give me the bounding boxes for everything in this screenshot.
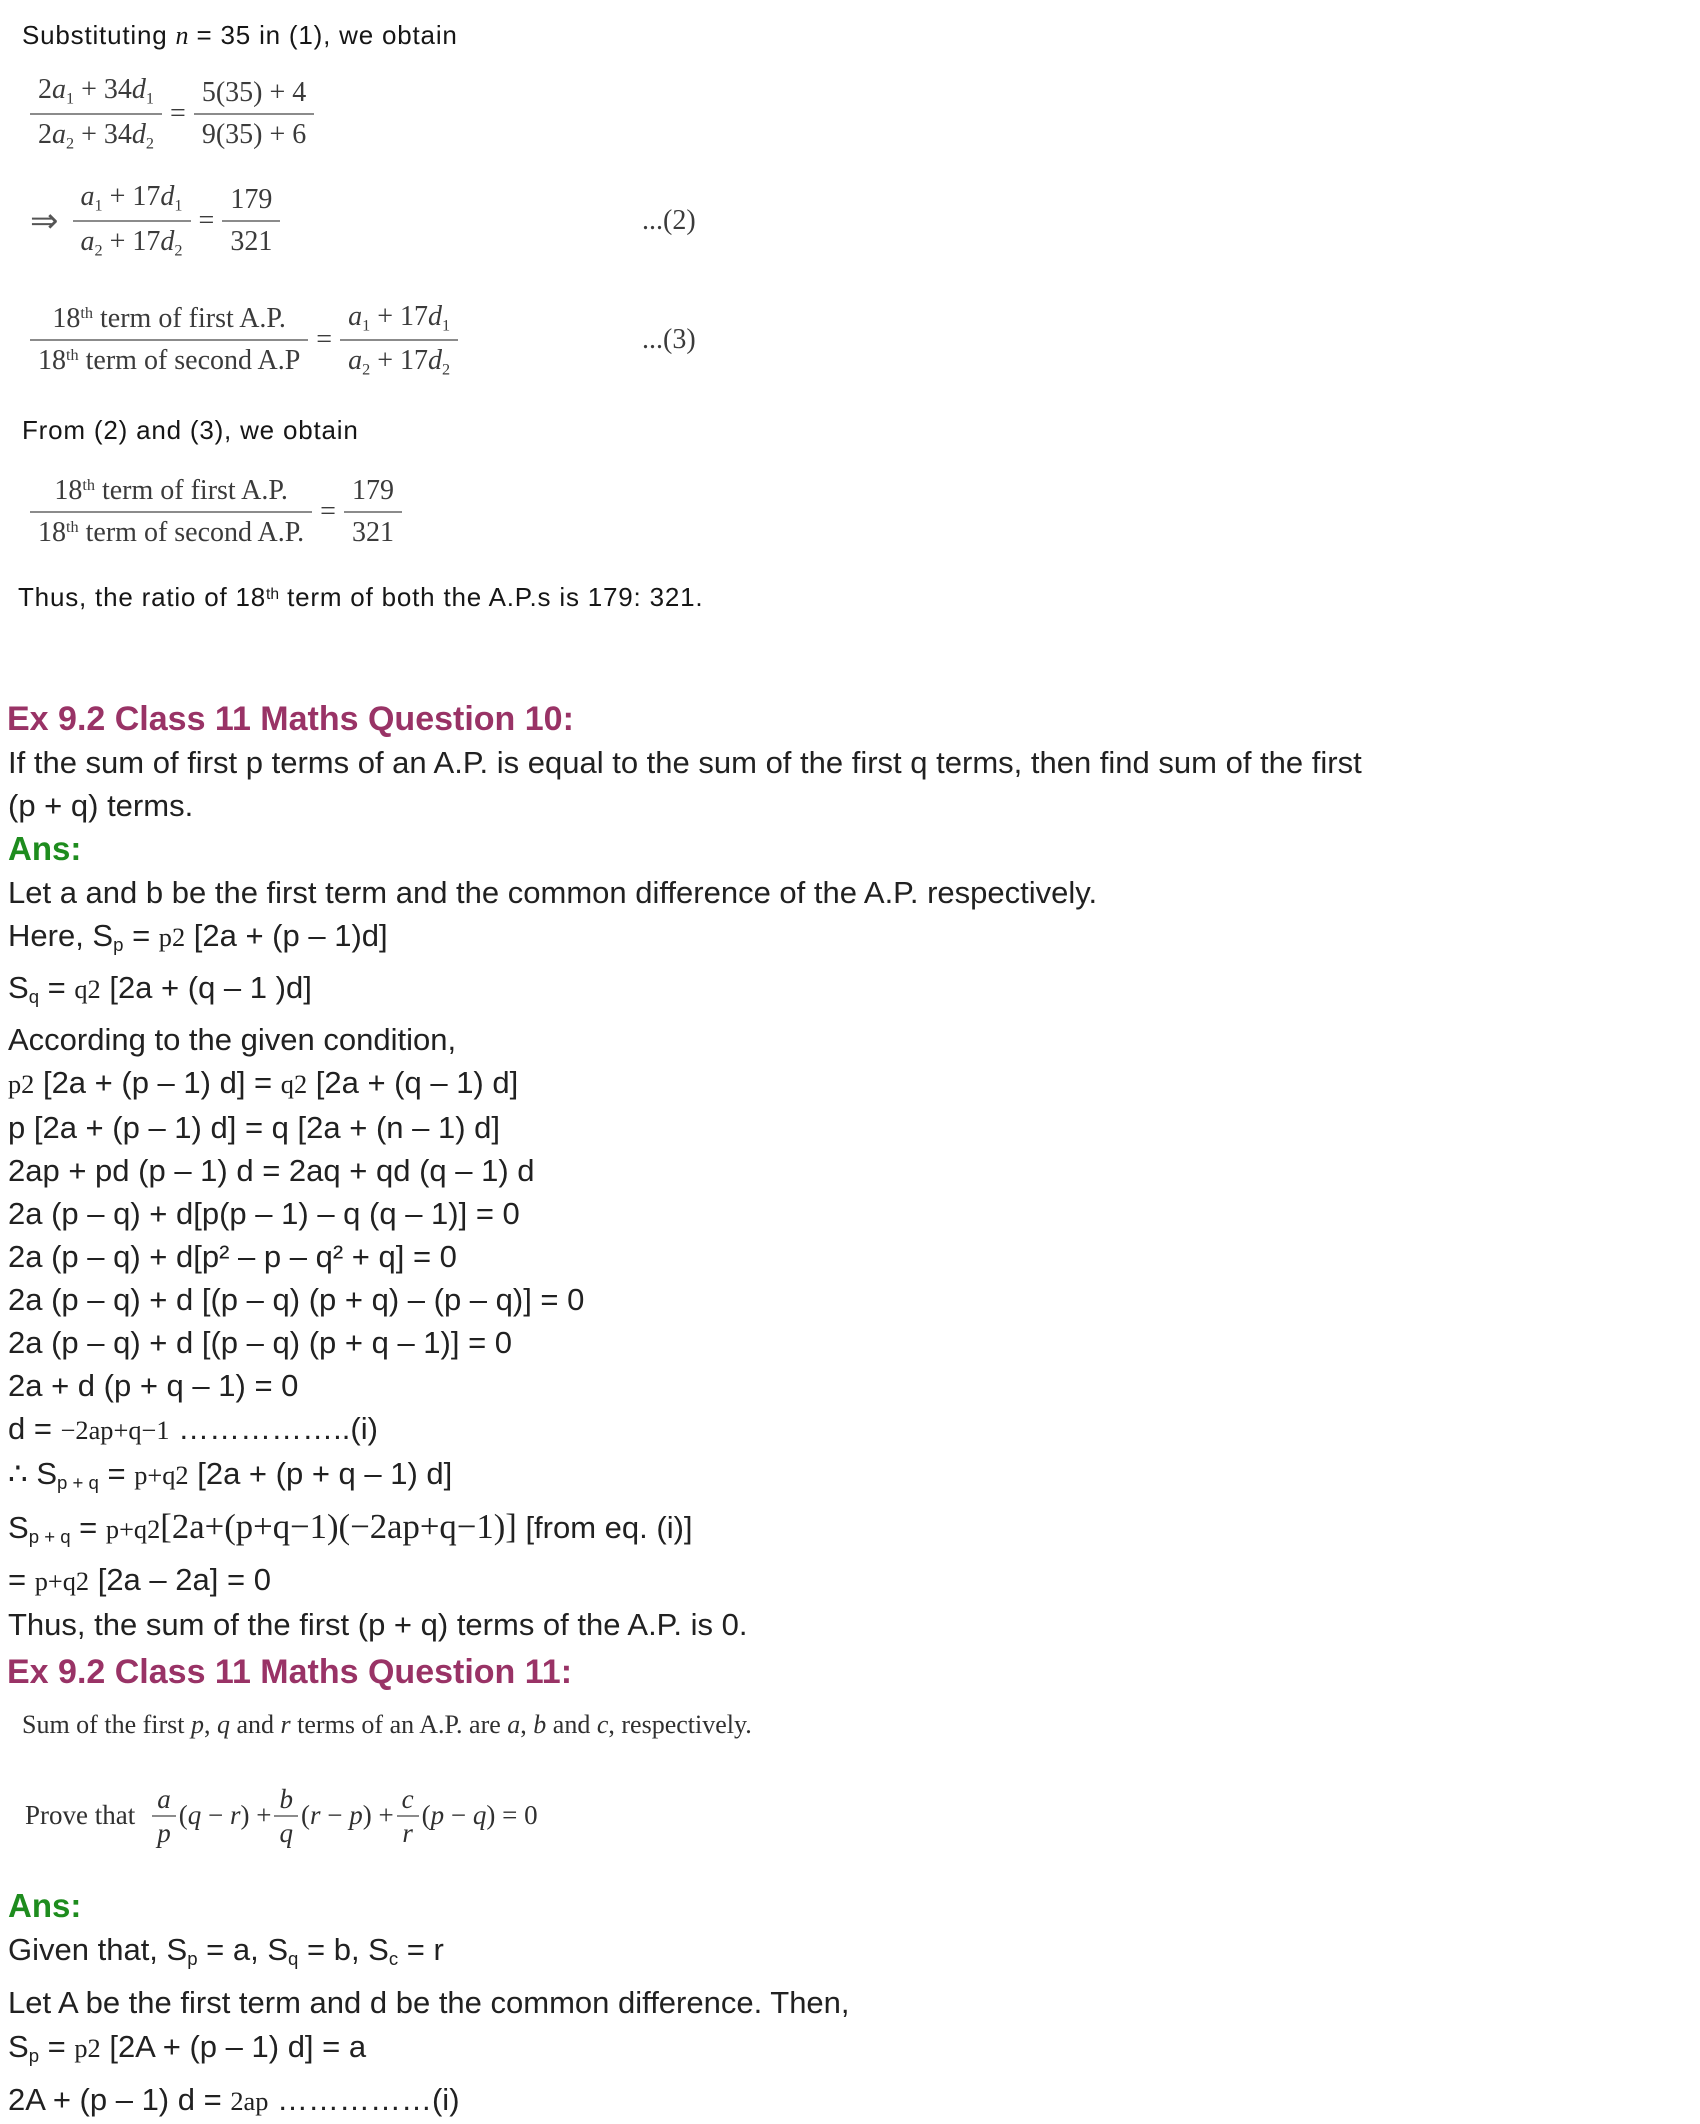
solution-line: If the sum of first p terms of an A.P. is equal to the sum of the first q terms, then find sum of the first	[8, 745, 1362, 781]
fraction-denominator: r	[397, 1815, 419, 1847]
equation-4	[30, 474, 1670, 550]
equation-label: ...(2)	[642, 205, 696, 237]
equals-sign: =	[320, 496, 336, 528]
fraction-numerator: $2a_1 + 34d_1$	[38, 74, 155, 108]
fraction-right	[194, 76, 314, 152]
answer-label-q10: Ans:	[8, 830, 82, 868]
solution-line: ∴ Sp + q = p+q2 [2a + (p + q – 1) d]	[8, 1456, 453, 1494]
equation-3	[30, 300, 1670, 381]
solution-line: Let a and b be the first term and the common difference of the A.P. respectively.	[8, 875, 1098, 911]
solution-line: According to the given condition,	[8, 1022, 457, 1058]
solution-line: Sq = q2 [2a + (q – 1 )d]	[8, 970, 312, 1008]
fraction-left	[30, 302, 308, 378]
prove-equation	[25, 1774, 1700, 1858]
solution-line: Here, Sp = p2 [2a + (p – 1)d]	[8, 918, 388, 956]
equation-label: ...(3)	[642, 324, 696, 356]
solution-line: 2a (p – q) + d[p(p – 1) – q (q – 1)] = 0	[8, 1196, 520, 1232]
solution-line: 2a (p – q) + d [(p – q) (p + q) – (p – q)] = 0	[8, 1282, 585, 1318]
fraction-left	[73, 180, 191, 261]
implies-arrow-icon: ⇒	[30, 203, 59, 241]
solution-line: Thus, the sum of the first (p + q) terms of the A.P. is 0.	[8, 1606, 748, 1642]
solution-line: 2a (p – q) + d [(p – q) (p + q – 1)] = 0	[8, 1325, 513, 1361]
solution-line: Sp = p2 [2A + (p – 1) d] = a	[8, 2029, 367, 2067]
solution-line: p2 [2a + (p – 1) d] = q2 [2a + (q – 1) d]	[8, 1065, 519, 1101]
fraction-numerator: 18th term of first A.P.	[52, 303, 286, 335]
solution-line: 2A + (p – 1) d = 2ap ……………(i)	[8, 2082, 460, 2118]
prove-term-1: (q − r) +	[178, 1800, 272, 1831]
fraction-numerator: 18th term of first A.P.	[54, 475, 288, 507]
question-11-solution	[8, 1928, 1700, 2124]
intro-text: Substituting n = 35 in (1), we obtain	[22, 20, 458, 50]
from-text: From (2) and (3), we obtain	[22, 415, 359, 446]
fraction-numerator: 5(35) + 4	[201, 76, 307, 108]
question-10-text	[8, 741, 1700, 827]
fraction-right	[222, 183, 280, 259]
question-11-statement: Sum of the first p, q and r terms of an A.P. are a, b and c, respectively.	[22, 1709, 752, 1739]
fraction-denominator: 18th term of second A.P	[30, 339, 308, 378]
fraction-denominator: $2a_2 + 34d_2$	[30, 113, 162, 155]
question-10-heading: Ex 9.2 Class 11 Maths Question 10:	[7, 700, 574, 739]
fraction-b-q	[274, 1785, 298, 1848]
solution-line: (p + q) terms.	[8, 788, 194, 824]
fraction-numerator: $a_1 + 17d_1$	[80, 181, 183, 216]
derivation-section	[0, 0, 1700, 613]
question-10-solution	[8, 871, 1700, 1646]
equals-sign: =	[316, 324, 333, 356]
prove-term-3: (p − q) = 0	[421, 1800, 538, 1831]
fraction-right	[340, 300, 458, 381]
solution-line: Let A be the first term and d be the common difference. Then,	[8, 1985, 850, 2021]
fraction-c-r	[397, 1785, 419, 1848]
equation-1	[30, 73, 1670, 154]
fraction-numerator: a	[157, 1783, 171, 1814]
prove-prefix: Prove that	[25, 1800, 136, 1831]
equals-sign: =	[198, 205, 215, 237]
solution-line: = p+q2 [2a – 2a] = 0	[8, 1561, 271, 1597]
solution-line: 2ap + pd (p – 1) d = 2aq + qd (q – 1) d	[8, 1153, 535, 1189]
solution-line: 2a (p – q) + d[p² – p – q² + q] = 0	[8, 1239, 457, 1275]
conclusion-text: Thus, the ratio of 18th term of both the A.P.s is 179: 321.	[18, 582, 704, 613]
question-11-heading: Ex 9.2 Class 11 Maths Question 11:	[7, 1652, 573, 1691]
fraction-denominator: 321	[222, 220, 280, 259]
fraction-numerator: 179	[351, 475, 394, 507]
fraction-denominator: $a_2 + 17d_2$	[73, 220, 191, 262]
fraction-left	[30, 474, 312, 550]
solution-line: Given that, Sp = a, Sq = b, Sc = r	[8, 1931, 444, 1970]
fraction-denominator: 9(35) + 6	[194, 113, 314, 152]
prove-term-2: (r − p) +	[300, 1800, 394, 1831]
fraction-denominator: 18th term of second A.P.	[30, 511, 312, 550]
solution-line: Sp + q = p+q2[2a+(p+q−1)(−2ap+q−1)] [from eq. (i)]	[8, 1506, 693, 1547]
fraction-numerator: b	[279, 1783, 293, 1814]
solution-line: p [2a + (p – 1) d] = q [2a + (n – 1) d]	[8, 1110, 501, 1146]
solution-line: 2a + d (p + q – 1) = 0	[8, 1368, 299, 1404]
equals-sign: =	[170, 97, 186, 129]
solution-line: d = −2ap+q−1 ……………..(i)	[8, 1411, 378, 1447]
fraction-denominator: $a_2 + 17d_2$	[340, 339, 458, 381]
answer-label-q11: Ans:	[8, 1886, 82, 1924]
fraction-right	[344, 474, 402, 550]
fraction-a-p	[152, 1785, 176, 1848]
fraction-numerator: $a_1 + 17d_1$	[348, 300, 451, 335]
fraction-numerator: 179	[230, 184, 273, 216]
fraction-denominator: q	[274, 1815, 298, 1847]
fraction-numerator: c	[401, 1783, 414, 1814]
fraction-denominator: 321	[344, 511, 402, 550]
fraction-denominator: p	[152, 1815, 176, 1847]
equation-2	[30, 180, 1670, 261]
fraction-left	[30, 73, 162, 154]
